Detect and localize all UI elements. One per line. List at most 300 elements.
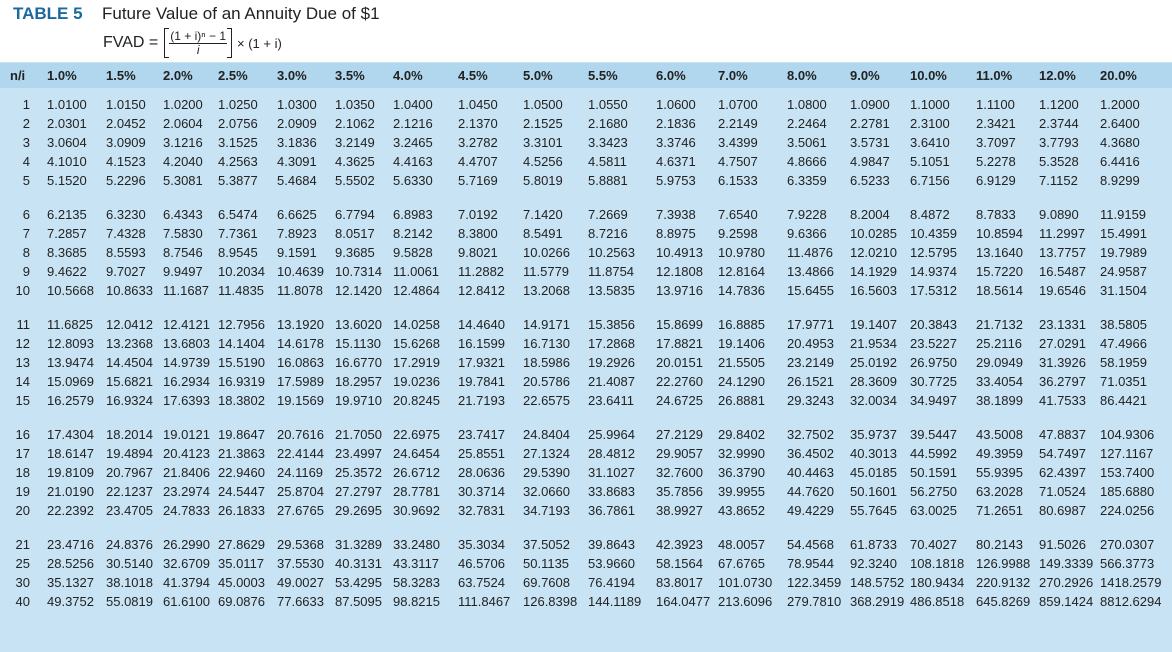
row-label: 1 — [22, 97, 30, 112]
table-cell: 10.7314 — [335, 263, 382, 279]
table-cell: 164.0477 — [656, 594, 711, 610]
table-cell: 86.4421 — [1100, 392, 1147, 408]
table-cell: 8.9545 — [218, 244, 258, 260]
table-cell: 10.2034 — [218, 263, 265, 279]
table-cell: 22.1237 — [106, 484, 153, 499]
table-cell: 3.3423 — [588, 134, 628, 150]
table-cell: 43.8652 — [718, 502, 765, 518]
table-cell: 28.5256 — [47, 556, 94, 572]
table-cell: 31.3926 — [1039, 355, 1086, 370]
table-cell: 1.0200 — [163, 97, 203, 112]
table-cell: 49.4229 — [787, 502, 834, 518]
table-cell: 16.2934 — [163, 373, 210, 389]
table-cell: 5.8881 — [588, 172, 628, 188]
table-cell: 5.3877 — [218, 172, 258, 188]
column-header: 11.0% — [976, 68, 1013, 83]
table-cell: 5.1051 — [910, 153, 950, 169]
table-cell: 3.2782 — [458, 134, 498, 150]
table-cell: 58.3283 — [393, 575, 440, 591]
table-cell: 5.1520 — [47, 172, 87, 188]
table-cell: 645.8269 — [976, 594, 1031, 610]
table-cell: 17.2868 — [588, 336, 635, 352]
table-cell: 37.5052 — [523, 537, 570, 553]
table-cell: 24.6454 — [393, 446, 440, 462]
column-header: 2.5% — [218, 68, 248, 83]
table-cell: 6.3359 — [787, 172, 827, 188]
table-cell: 4.1523 — [106, 153, 146, 169]
table-cell: 6.6625 — [277, 207, 317, 223]
table-cell: 19.8647 — [218, 427, 265, 443]
table-cell: 185.6880 — [1100, 484, 1155, 499]
table-cell: 24.6725 — [656, 392, 703, 408]
table-cell: 6.1533 — [718, 172, 758, 188]
table-cell: 38.9927 — [656, 502, 703, 518]
table-cell: 1.1000 — [910, 97, 950, 112]
table-cell: 16.5603 — [850, 282, 897, 298]
row-label: 17 — [15, 446, 30, 462]
table-cell: 4.5811 — [588, 153, 627, 169]
row-label: 14 — [15, 373, 30, 389]
table-cell: 27.2129 — [656, 427, 703, 443]
table-cell: 12.0412 — [106, 317, 153, 333]
table-cell: 39.5447 — [910, 427, 957, 443]
table-cell: 58.1564 — [656, 556, 703, 572]
table-cell: 26.1521 — [787, 373, 834, 389]
formula-denominator: i — [196, 42, 200, 57]
table-cell: 15.6455 — [787, 282, 834, 298]
table-cell: 32.6709 — [163, 556, 210, 572]
table-cell: 213.6096 — [718, 594, 773, 610]
table-cell: 71.0524 — [1039, 484, 1086, 499]
formula — [103, 26, 282, 60]
table-cell: 3.5731 — [850, 134, 890, 150]
table-cell: 12.5795 — [910, 244, 957, 260]
table-cell: 17.9771 — [787, 317, 834, 333]
table-cell: 27.0291 — [1039, 336, 1086, 352]
table-cell: 2.1370 — [458, 115, 498, 131]
table-cell: 149.3339 — [1039, 556, 1094, 572]
table-cell: 33.4054 — [976, 373, 1023, 389]
table-cell: 28.7781 — [393, 484, 440, 499]
table-cell: 18.6147 — [47, 446, 94, 462]
table-cell: 92.3240 — [850, 556, 897, 572]
table-cell: 29.3243 — [787, 392, 834, 408]
row-label: 40 — [15, 594, 30, 610]
table-cell: 20.7967 — [106, 465, 153, 481]
table-cell: 16.5487 — [1039, 263, 1086, 279]
row-label: 19 — [15, 484, 30, 499]
table-cell: 14.4504 — [106, 355, 153, 370]
table-cell: 29.5390 — [523, 465, 570, 481]
table-cell: 1.0250 — [218, 97, 258, 112]
table-cell: 32.0034 — [850, 392, 897, 408]
table-cell: 30.7725 — [910, 373, 957, 389]
table-cell: 3.3101 — [523, 134, 563, 150]
table-cell: 3.1525 — [218, 134, 258, 150]
table-cell: 23.5227 — [910, 336, 957, 352]
table-cell: 7.1420 — [523, 207, 563, 223]
table-cell: 63.2028 — [976, 484, 1023, 499]
table-cell: 19.6546 — [1039, 282, 1086, 298]
table-cell: 53.4295 — [335, 575, 382, 591]
table-cell: 11.4876 — [787, 244, 834, 260]
table-cell: 29.8402 — [718, 427, 765, 443]
table-cell: 45.0185 — [850, 465, 897, 481]
table-cell: 69.0876 — [218, 594, 265, 610]
table-cell: 19.1407 — [850, 317, 897, 333]
column-header: 4.5% — [458, 68, 488, 83]
row-label: 21 — [15, 537, 30, 553]
table-cell: 80.6987 — [1039, 502, 1086, 518]
table-cell: 32.7600 — [656, 465, 703, 481]
column-header: 4.0% — [393, 68, 423, 83]
row-label: 10 — [15, 282, 30, 298]
table-cell: 32.0660 — [523, 484, 570, 499]
formula-numerator: (1 + i)ⁿ − 1 — [170, 28, 227, 43]
table-cell: 6.4416 — [1100, 153, 1140, 169]
table-cell: 15.4991 — [1100, 226, 1147, 241]
table-cell: 4.3680 — [1100, 134, 1140, 150]
corner-header: n/i — [10, 68, 26, 83]
table-cell: 44.7620 — [787, 484, 834, 499]
table-cell: 30.3714 — [458, 484, 505, 499]
column-header: 20.0% — [1100, 68, 1137, 83]
table-cell: 13.6803 — [163, 336, 210, 352]
row-label: 13 — [15, 355, 30, 370]
table-cell: 15.5190 — [218, 355, 265, 370]
formula-bracket — [164, 28, 232, 58]
table-cell: 12.0210 — [850, 244, 897, 260]
column-header: 1.5% — [106, 68, 136, 83]
table-cell: 4.4163 — [393, 153, 433, 169]
table-cell: 34.7193 — [523, 502, 570, 518]
table-cell: 6.7156 — [910, 172, 950, 188]
table-cell: 20.0151 — [656, 355, 703, 370]
row-label: 25 — [15, 556, 30, 572]
row-label: 2 — [22, 115, 30, 131]
table-cell: 9.8021 — [458, 244, 498, 260]
table-cell: 4.4707 — [458, 153, 498, 169]
table-cell: 24.5447 — [218, 484, 265, 499]
table-cell: 13.1640 — [976, 244, 1023, 260]
table-cell: 28.3609 — [850, 373, 897, 389]
table-cell: 24.9587 — [1100, 263, 1147, 279]
table-cell: 4.5256 — [523, 153, 563, 169]
table-cell: 5.3081 — [163, 172, 203, 188]
table-cell: 7.2669 — [588, 207, 628, 223]
table-cell: 83.8017 — [656, 575, 703, 591]
table-cell: 21.8406 — [163, 465, 210, 481]
table-cell: 40.3013 — [850, 446, 897, 462]
table-cell: 16.6770 — [335, 355, 382, 370]
table-cell: 1.1100 — [976, 97, 1015, 112]
table-cell: 20.4123 — [163, 446, 210, 462]
column-header: 5.0% — [523, 68, 553, 83]
table-cell: 38.5805 — [1100, 317, 1147, 333]
table-cell: 40.3131 — [335, 556, 382, 572]
table-cell: 11.2997 — [1039, 226, 1086, 241]
table-cell: 1.0100 — [47, 97, 87, 112]
table-cell: 11.9159 — [1100, 207, 1147, 223]
table-cell: 12.1808 — [656, 263, 703, 279]
table-cell: 8.2004 — [850, 207, 890, 223]
table-cell: 5.9753 — [656, 172, 696, 188]
table-cell: 43.5008 — [976, 427, 1023, 443]
formula-rhs: × (1 + i) — [237, 35, 282, 51]
table-cell: 55.7645 — [850, 502, 897, 518]
table-cell: 111.8467 — [458, 594, 511, 610]
column-header: 10.0% — [910, 68, 947, 83]
table-cell: 17.8821 — [656, 336, 703, 352]
table-cell: 70.4027 — [910, 537, 957, 553]
table-cell: 21.3863 — [218, 446, 265, 462]
table-cell: 16.9319 — [218, 373, 265, 389]
table-cell: 23.6411 — [588, 392, 635, 408]
table-cell: 9.9497 — [163, 263, 203, 279]
table-cell: 4.7507 — [718, 153, 758, 169]
table-cell: 224.0256 — [1100, 502, 1155, 518]
table-cell: 80.2143 — [976, 537, 1023, 553]
row-label: 12 — [15, 336, 30, 352]
column-header: 9.0% — [850, 68, 880, 83]
table-cell: 18.2957 — [335, 373, 382, 389]
table-cell: 22.2392 — [47, 502, 94, 518]
row-label: 20 — [15, 502, 30, 518]
table-cell: 1418.2579 — [1100, 575, 1162, 591]
table-cell: 29.2695 — [335, 502, 382, 518]
table-cell: 22.4144 — [277, 446, 324, 462]
table-cell: 27.2797 — [335, 484, 382, 499]
table-cell: 39.8643 — [588, 537, 635, 553]
table-cell: 13.4866 — [787, 263, 834, 279]
table-cell: 21.9534 — [850, 336, 897, 352]
table-cell: 18.3802 — [218, 392, 265, 408]
table-cell: 62.4397 — [1039, 465, 1086, 481]
table-cell: 16.0863 — [277, 355, 324, 370]
table-cell: 19.1406 — [718, 336, 765, 352]
table-cell: 9.5828 — [393, 244, 433, 260]
table-cell: 7.4328 — [106, 226, 146, 241]
table-cell: 9.0890 — [1039, 207, 1079, 223]
table-cell: 16.1599 — [458, 336, 505, 352]
table-cell: 13.5835 — [588, 282, 635, 298]
table-cell: 8.3800 — [458, 226, 498, 241]
table-cell: 859.1424 — [1039, 594, 1094, 610]
table-cell: 37.5530 — [277, 556, 324, 572]
table-cell: 35.7856 — [656, 484, 703, 499]
table-cell: 10.9780 — [718, 244, 765, 260]
table-cell: 279.7810 — [787, 594, 842, 610]
table-cell: 19.4894 — [106, 446, 153, 462]
table-cell: 44.5992 — [910, 446, 957, 462]
table-cell: 19.0236 — [393, 373, 440, 389]
table-cell: 77.6633 — [277, 594, 324, 610]
column-header: 8.0% — [787, 68, 817, 83]
table-cell: 32.7502 — [787, 427, 834, 443]
table-cell: 28.4812 — [588, 446, 635, 462]
column-header: 1.0% — [47, 68, 77, 83]
table-cell: 14.7836 — [718, 282, 765, 298]
table-cell: 1.0800 — [787, 97, 827, 112]
table-cell: 54.7497 — [1039, 446, 1086, 462]
table-cell: 13.9716 — [656, 282, 703, 298]
table-cell: 19.0121 — [163, 427, 210, 443]
table-cell: 76.4194 — [588, 575, 635, 591]
table-cell: 21.4087 — [588, 373, 635, 389]
table-cell: 15.8699 — [656, 317, 703, 333]
row-label: 6 — [22, 207, 30, 223]
table-cell: 6.8983 — [393, 207, 433, 223]
table-cell: 33.2480 — [393, 537, 440, 553]
table-cell: 127.1167 — [1100, 446, 1154, 462]
table-cell: 108.1818 — [910, 556, 965, 572]
table-cell: 17.4304 — [47, 427, 94, 443]
column-header: 5.5% — [588, 68, 618, 83]
table-cell: 13.2068 — [523, 282, 570, 298]
table-cell: 368.2919 — [850, 594, 905, 610]
table-title: Future Value of an Annuity Due of $1 — [102, 4, 380, 23]
table-cell: 6.5474 — [218, 207, 258, 223]
table-cell: 12.4864 — [393, 282, 440, 298]
table-cell: 9.7027 — [106, 263, 146, 279]
table-cell: 29.9057 — [656, 446, 703, 462]
table-cell: 61.6100 — [163, 594, 210, 610]
table-cell: 3.7793 — [1039, 134, 1079, 150]
table-cell: 69.7608 — [523, 575, 570, 591]
table-cell: 15.6821 — [106, 373, 153, 389]
table-cell: 32.7831 — [458, 502, 505, 518]
table-cell: 12.8093 — [47, 336, 94, 352]
table-cell: 20.5786 — [523, 373, 570, 389]
table-cell: 3.2149 — [335, 134, 375, 150]
table-cell: 148.5752 — [850, 575, 905, 591]
table-cell: 23.1331 — [1039, 317, 1086, 333]
row-label: 15 — [15, 392, 30, 408]
table-cell: 17.5989 — [277, 373, 324, 389]
table-cell: 15.1130 — [335, 336, 382, 352]
formula-fraction — [169, 30, 227, 57]
table-cell: 54.4568 — [787, 537, 834, 553]
table-cell: 2.0604 — [163, 115, 203, 131]
table-cell: 27.1324 — [523, 446, 570, 462]
table-cell: 24.1290 — [718, 373, 765, 389]
table-cell: 25.9964 — [588, 427, 635, 443]
table-cell: 10.0266 — [523, 244, 570, 260]
table-cell: 11.2882 — [458, 263, 505, 279]
table-cell: 7.3938 — [656, 207, 696, 223]
table-cell: 6.5233 — [850, 172, 890, 188]
table-cell: 4.3625 — [335, 153, 375, 169]
table-cell: 14.9171 — [523, 317, 570, 333]
table-cell: 22.2760 — [656, 373, 703, 389]
table-cell: 5.5502 — [335, 172, 375, 188]
table-cell: 49.3752 — [47, 594, 94, 610]
table-cell: 1.0500 — [523, 97, 563, 112]
table-cell: 15.7220 — [976, 263, 1023, 279]
table-cell: 9.6366 — [787, 226, 827, 241]
table-cell: 41.3794 — [163, 575, 210, 591]
table-cell: 17.6393 — [163, 392, 210, 408]
table-cell: 8.5593 — [106, 244, 146, 260]
table-cell: 26.1833 — [218, 502, 265, 518]
table-cell: 43.3117 — [393, 556, 440, 572]
table-cell: 101.0730 — [718, 575, 773, 591]
table-cell: 3.5061 — [787, 134, 827, 150]
table-cell: 9.2598 — [718, 226, 758, 241]
table-cell: 63.0025 — [910, 502, 957, 518]
table-cell: 10.4913 — [656, 244, 703, 260]
table-cell: 1.1200 — [1039, 97, 1079, 112]
table-cell: 126.8398 — [523, 594, 578, 610]
table-cell: 39.9955 — [718, 484, 765, 499]
table-cell: 56.2750 — [910, 484, 957, 499]
table-cell: 10.2563 — [588, 244, 635, 260]
table-cell: 42.3923 — [656, 537, 703, 553]
table-cell: 61.8733 — [850, 537, 897, 553]
table-cell: 34.9497 — [910, 392, 957, 408]
table-cell: 1.0700 — [718, 97, 758, 112]
column-header: 7.0% — [718, 68, 748, 83]
table-cell: 30.9692 — [393, 502, 440, 518]
table-cell: 18.5614 — [976, 282, 1023, 298]
table-cell: 13.1920 — [277, 317, 324, 333]
table-cell: 23.2149 — [787, 355, 834, 370]
row-label: 16 — [15, 427, 30, 443]
table-cell: 36.3790 — [718, 465, 765, 481]
table-cell: 2.1216 — [393, 115, 433, 131]
table-cell: 6.3230 — [106, 207, 146, 223]
table-cell: 3.1836 — [277, 134, 317, 150]
formula-lhs: FVAD = — [103, 34, 159, 51]
table-cell: 47.4966 — [1100, 336, 1147, 352]
table-cell: 14.6178 — [277, 336, 324, 352]
table-cell: 19.7841 — [458, 373, 505, 389]
table-cell: 22.6975 — [393, 427, 440, 443]
table-cell: 14.1404 — [218, 336, 265, 352]
table-cell: 28.0636 — [458, 465, 505, 481]
table-cell: 6.7794 — [335, 207, 375, 223]
table-cell: 126.9988 — [976, 556, 1031, 572]
table-cell: 55.0819 — [106, 594, 153, 610]
table-cell: 10.4639 — [277, 263, 324, 279]
table-cell: 2.1680 — [588, 115, 628, 131]
table-cell: 18.2014 — [106, 427, 153, 443]
table-cell: 29.0949 — [976, 355, 1023, 370]
table-header — [0, 0, 1172, 61]
table-cell: 7.1152 — [1039, 172, 1078, 188]
table-cell: 25.8551 — [458, 446, 505, 462]
table-cell: 270.2926 — [1039, 575, 1094, 591]
table-cell: 25.8704 — [277, 484, 324, 499]
table-cell: 13.7757 — [1039, 244, 1086, 260]
table-cell: 25.2116 — [976, 336, 1023, 352]
table-cell: 8.9299 — [1100, 172, 1140, 188]
table-cell: 16.9324 — [106, 392, 153, 408]
table-cell: 22.6575 — [523, 392, 570, 408]
table-cell: 17.9321 — [458, 355, 505, 370]
table-cell: 24.8404 — [523, 427, 570, 443]
table-cell: 23.7417 — [458, 427, 505, 443]
table-cell: 23.4716 — [47, 537, 94, 553]
table-cell: 11.1687 — [163, 282, 210, 298]
table-cell: 270.0307 — [1100, 537, 1155, 553]
table-cell: 4.8666 — [787, 153, 827, 169]
table-cell: 2.2781 — [850, 115, 890, 131]
table-cell: 220.9132 — [976, 575, 1031, 591]
table-cell: 21.5505 — [718, 355, 765, 370]
table-cell: 4.6371 — [656, 153, 696, 169]
table-cell: 5.7169 — [458, 172, 498, 188]
